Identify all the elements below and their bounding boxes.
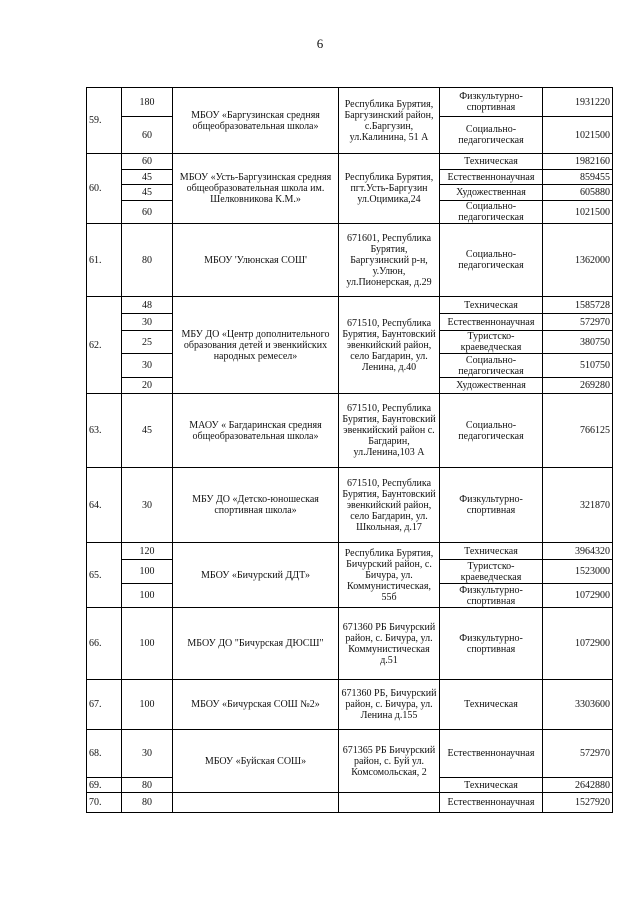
children-count: 100 — [122, 608, 173, 680]
children-count: 30 — [122, 314, 173, 331]
funding-table — [86, 87, 613, 813]
organization-name: МБОУ «Усть-Баргузинская средняя общеобразовательная школа им. Шелковникова К.М.» — [173, 154, 339, 224]
program-direction: Социально-педагогическая — [440, 224, 543, 297]
program-direction: Техническая — [440, 543, 543, 560]
program-direction: Физкультурно-спортивная — [440, 584, 543, 608]
organization-address: 671365 РБ Бичурский район, с. Буй ул. Комсомольская, 2 — [339, 730, 440, 793]
funding-amount: 1585728 — [543, 297, 613, 314]
children-count: 100 — [122, 680, 173, 730]
program-direction: Туристско-краеведческая — [440, 331, 543, 354]
children-count: 80 — [122, 793, 173, 813]
funding-amount: 1527920 — [543, 793, 613, 813]
children-count: 60 — [122, 201, 173, 224]
table-row — [87, 608, 613, 680]
program-direction: Естественнонаучная — [440, 170, 543, 185]
row-number: 61. — [87, 224, 122, 297]
organization-address — [339, 793, 440, 813]
program-direction: Техническая — [440, 680, 543, 730]
row-number: 66. — [87, 608, 122, 680]
children-count: 80 — [122, 224, 173, 297]
table-row — [87, 543, 613, 560]
row-number: 68. — [87, 730, 122, 778]
program-direction: Физкультурно-спортивная — [440, 88, 543, 117]
table-row — [87, 793, 613, 813]
organization-name: МБОУ 'Улюнская СОШ' — [173, 224, 339, 297]
row-number: 59. — [87, 88, 122, 154]
program-direction: Социально-педагогическая — [440, 394, 543, 468]
funding-amount: 3964320 — [543, 543, 613, 560]
funding-amount: 1931220 — [543, 88, 613, 117]
funding-amount: 572970 — [543, 314, 613, 331]
children-count: 180 — [122, 88, 173, 117]
funding-amount: 1523000 — [543, 560, 613, 584]
children-count: 25 — [122, 331, 173, 354]
funding-amount: 859455 — [543, 170, 613, 185]
funding-amount: 2642880 — [543, 778, 613, 793]
funding-amount: 269280 — [543, 378, 613, 394]
program-direction: Физкультурно-спортивная — [440, 608, 543, 680]
organization-name: МБОУ «Буйская СОШ» — [173, 730, 339, 793]
table-row — [87, 680, 613, 730]
row-number: 63. — [87, 394, 122, 468]
children-count: 30 — [122, 354, 173, 378]
program-direction: Техническая — [440, 154, 543, 170]
funding-amount: 1072900 — [543, 584, 613, 608]
organization-address: Республика Бурятия, Баргузинский район, с.Баргузин, ул.Калинина, 51 А — [339, 88, 440, 154]
organization-address: 671510, Республика Бурятия, Баунтовский эвенкийский район, село Багдарин, ул. Ленина, д.40 — [339, 297, 440, 394]
organization-name: МБУ ДО «Центр дополнительного образования детей и эвенкийских народных ремесел» — [173, 297, 339, 394]
funding-amount: 1982160 — [543, 154, 613, 170]
program-direction: Техническая — [440, 297, 543, 314]
children-count: 100 — [122, 560, 173, 584]
row-number: 65. — [87, 543, 122, 608]
row-number: 64. — [87, 468, 122, 543]
organization-address: Республика Бурятия, пгт.Усть-Баргузин ул.Оцимика,24 — [339, 154, 440, 224]
program-direction: Естественнонаучная — [440, 793, 543, 813]
children-count: 48 — [122, 297, 173, 314]
children-count: 60 — [122, 154, 173, 170]
row-number: 69. — [87, 778, 122, 793]
page-number: 6 — [316, 36, 324, 51]
children-count: 20 — [122, 378, 173, 394]
children-count: 45 — [122, 394, 173, 468]
children-count: 80 — [122, 778, 173, 793]
organization-name: МБУ ДО «Детско-юношеская спортивная школа» — [173, 468, 339, 543]
row-number: 60. — [87, 154, 122, 224]
organization-address: 671510, Республика Бурятия, Баунтовский эвенкийский район, село Багдарин, ул. Школьная, д.17 — [339, 468, 440, 543]
funding-amount: 380750 — [543, 331, 613, 354]
program-direction: Естественнонаучная — [440, 730, 543, 778]
children-count: 30 — [122, 468, 173, 543]
organization-address: 671360 РБ Бичурский район, с. Бичура, ул. Коммунистическая д.51 — [339, 608, 440, 680]
program-direction: Художественная — [440, 185, 543, 201]
table-row — [87, 730, 613, 778]
organization-address: Республика Бурятия, Бичурский район, с. Бичура, ул. Коммунистическая, 55б — [339, 543, 440, 608]
organization-name: МБОУ «Баргузинская средняя общеобразовательная школа» — [173, 88, 339, 154]
program-direction: Техническая — [440, 778, 543, 793]
funding-amount: 1021500 — [543, 201, 613, 224]
table-row — [87, 394, 613, 468]
funding-amount: 605880 — [543, 185, 613, 201]
table-row — [87, 297, 613, 314]
table-row — [87, 468, 613, 543]
row-number: 67. — [87, 680, 122, 730]
funding-amount: 572970 — [543, 730, 613, 778]
funding-amount: 321870 — [543, 468, 613, 543]
program-direction: Социально-педагогическая — [440, 354, 543, 378]
table-row — [87, 88, 613, 117]
row-number: 70. — [87, 793, 122, 813]
children-count: 120 — [122, 543, 173, 560]
organization-name — [173, 793, 339, 813]
children-count: 60 — [122, 117, 173, 154]
table-row — [87, 224, 613, 297]
program-direction: Социально-педагогическая — [440, 201, 543, 224]
organization-name: МБОУ «Бичурский ДДТ» — [173, 543, 339, 608]
children-count: 45 — [122, 170, 173, 185]
program-direction: Художественная — [440, 378, 543, 394]
organization-address: 671510, Республика Бурятия, Баунтовский эвенкийский район с. Багдарин, ул.Ленина,103 А — [339, 394, 440, 468]
organization-name: МАОУ « Багдаринская средняя общеобразовательная школа» — [173, 394, 339, 468]
organization-name: МБОУ «Бичурская СОШ №2» — [173, 680, 339, 730]
funding-amount: 510750 — [543, 354, 613, 378]
program-direction: Социально-педагогическая — [440, 117, 543, 154]
organization-name: МБОУ ДО "Бичурская ДЮСШ" — [173, 608, 339, 680]
children-count: 100 — [122, 584, 173, 608]
table-row — [87, 154, 613, 170]
organization-address: 671360 РБ, Бичурский район, с. Бичура, ул. Ленина д.155 — [339, 680, 440, 730]
row-number: 62. — [87, 297, 122, 394]
funding-amount: 1021500 — [543, 117, 613, 154]
program-direction: Туристско-краеведческая — [440, 560, 543, 584]
funding-amount: 1362000 — [543, 224, 613, 297]
program-direction: Естественнонаучная — [440, 314, 543, 331]
organization-address: 671601, Республика Бурятия, Баргузинский р-н, у.Улюн, ул.Пионерская, д.29 — [339, 224, 440, 297]
children-count: 30 — [122, 730, 173, 778]
funding-amount: 3303600 — [543, 680, 613, 730]
funding-amount: 1072900 — [543, 608, 613, 680]
children-count: 45 — [122, 185, 173, 201]
program-direction: Физкультурно-спортивная — [440, 468, 543, 543]
funding-amount: 766125 — [543, 394, 613, 468]
